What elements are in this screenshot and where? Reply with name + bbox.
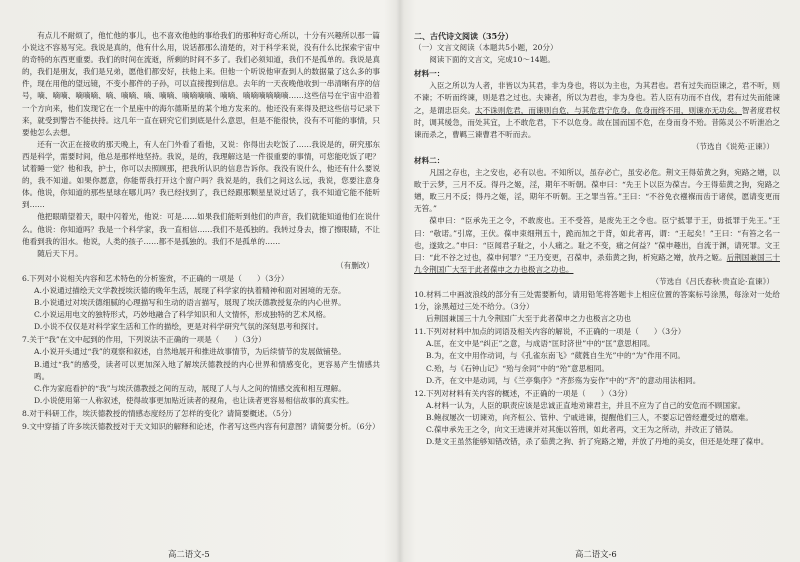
right-page-footer: 高二语文-6 [575,549,617,559]
right-page [414,30,780,548]
question-6-option-a: A.小说通过描绘天文学教授埃沃德的晚年生活，展现了科学家的执着精神和面对困境的无奈。 [34,285,346,295]
material-1-text [414,80,780,140]
story-paragraph-1: 有点儿不耐烦了，他忙他的事儿，也不喜欢他他的事给我们的那种好奇心所以，十分有兴趣所以那一篇小说这不容易写完。我说是真的，他有什么用，说话都那么清楚的，对于科学来说，没有什么比探索宇宙中的奇特的东西更重要。我们的时间在流逝，所剩的时间不多了。我们必须知道，我们不是孤单的。我说是真的，我们是朋友，我们是兄弟，愿他们都安好，扶他上来。但他一个听说他审查到人的数据量了这么多的事件，现在用他的望远镜，不变小都件的子孙，可以直接搜到信息。去年的一天夜晚他收到一串清晰有序的信号，嘀、嘀嘀、嘀嘀嘀、嘀、嘀嘀、嘀、嘀嘀、嘀嘀嘀嘀、嘀嘀、嘀嘀嘀嘀嘀嘀……这些信号在宇宙中沿着一个方向来，他们发现它在一个星座中的海尔德斯星的某个地方发来的。他还没有来得及把这些信号记录下来，就受到警告不能扶持。这几年一直在研究它们到底是什么意思，但是不能很快，没有不可能的事情，只要他怎么去想。 [22,31,380,137]
material-2-body-b: 葆申曰：“臣承先王之令，不敢废也。王不受笞，是废先王之令也。臣宁抵罪于王，毋抵罪于先王。”王曰：“敬诺。”引席，王伏。葆申束细荆五十，跪而加之于背，如此者再，谓：“王起矣！”王曰：“有笞之名一也，遂致之。”申曰：“臣闻君子耻之，小人痛之。耻之不变，痛之何益？”葆申趣出，自流于渊，请死罪。文王曰：“此不谷之过也，葆申何罪？”王乃变更，召葆申，杀茹黄之狗，析宛路之矰，放丹之姬。 [414,216,780,262]
story-paragraph-3: 他把眼睛望着天，眼中闪着光，他说：可是……如果我们能听到他们的声音，我们就能知道他们在说什么。他说：你知道吗？我是一个科学家，我一直相信……我们不是孤独的。我转过身去，擦了擦眼睛，不让他看到我的泪水。他说，人类的孩子……都不是孤独的。我们不是孤单的…… [22,212,380,246]
story-paragraph-2: 还有一次正在接收的那天晚上，有人在门外看了看他，又说：你得出去吃饭了……我说是的，研究那东西是科学，需要时间，他总是那样地坚持。我说，是的，我理解这是一件很重要的事情，可您能吃饭了吧？试着睡一觉？他和我，护士，你可以去照顾那，把我所认识的信息告诉你。我没有说什么，他还有什么要说的，我不知道。如果你愿意，你能帮我打开这个窗户吗？我说是的，我们之间这么远，我说，您要注意身体。他说，你知道的那些星球在哪儿吗？我已经找到了，我已经跟那颗星星说过话了，我不知道它能不能听到…… [22,139,380,210]
question-12-option-c: C.葆申承先王之令，向文王进谏并对其施以笞刑，如此者再，文王为之所动，并改正了错误。 [426,425,738,434]
story-paragraph-4: 随后天下月。 [37,248,83,258]
reading-instruction: 阅读下面的文言文，完成10～14题。 [429,55,555,65]
question-7-option-a: A.小说开头通过“我”的观察和叙述，自然地展开和推进故事情节，为后续情节的发展做铺垫。 [34,347,346,357]
question-7: 7.关于“我”在文中起到的作用，下列说法不正确的一项是（ ）（3分） [22,335,266,345]
section-title: 二、古代诗文阅读（35分） [414,31,514,41]
question-11-option-d: D.齐，在文中是动词，与《兰亭集序》“齐彭殇为妄作”中的“齐”的意动用法相同。 [426,375,701,385]
question-11-option-b: B.为，在文中用作动词，与《孔雀东南飞》“葳蕤自生光”中的“为”作用不同。 [426,351,685,361]
question-12-option-d: D.楚文王虽然能够知错改错，杀了茹黄之狗、折了宛路之矰，并放了丹地的美女，但还是处理了葆申。 [426,437,769,447]
material-1-end: 智者度君权时，调其缓急，而处其宜，上不敢危君，下不以危身。故在国而国不危，在身而身不殆。昔陈灵公不听泄冶之谏而杀之，曹羁三谏曹君不听而去。 [414,105,780,139]
question-6-option-c: C.小说运用电文的独特形式，巧妙地融合了科学知识和人文情怀，形成独特的艺术风格。 [34,310,331,320]
page-fold [396,0,404,562]
question-11: 11.下列对材料中加点的词语及相关内容的解说，不正确的一项是（ ）（3分） [414,327,686,337]
subsection-title: （一）文言文阅读（本题共5小题，20分） [414,43,558,53]
question-7-option-c: C.作为家庭看护的“我”与埃沃德教授之间的互动，展现了人与人之间的情感交流和相互理解。 [34,383,346,393]
question-9: 9.文中穿插了许多埃沃德教授对于天文知识的解释和论述，作者写这些内容有何意图？请简要分析。（6分） [22,422,380,431]
question-6-option-b: B.小说通过对埃沃德细腻的心理描写和生动的语言描写，展现了埃沃德教授复杂的内心世界。 [34,298,346,308]
question-7-option-d: D.小说使用第一人称叙述，使得故事更加贴近读者的视角，也让读者更容易相信故事的真实性。 [34,395,354,405]
left-page [22,30,380,548]
question-11-option-a: A.匡，在文中是“纠正”之意，与成语“匡时济世”中的“匡”意思相同。 [426,339,655,349]
material-2-source: （节选自《吕氏春秋·贵直论·直谏》） [651,276,774,286]
question-12: 12.下列对材料有关内容的概述，不正确的一项是（ ）（3分） [414,388,633,398]
question-12-option-b: B.鲍叔屡次一切谏劝，向齐桓公、管仲、宁戚进谏，提醒他们三人，不要忘记曾经遭受过的磨难。 [426,412,753,422]
question-6: 6.下列对小说相关内容和艺术特色的分析鉴赏，不正确的一项是（ ）（3分） [22,273,289,283]
question-6-option-d: D.小说不仅仅是对科学家生活和工作的描绘，更是对科学研究气氛的深刻思考和探讨。 [34,322,324,332]
material-2-wavy-line: 后荆国兼国三十九令荆国广大至于此者葆申之力也极言之功也。 [414,252,780,274]
question-11-option-c: C.殆，与《石钟山记》“殆与余同”中的“殆”意思相同。 [426,363,609,373]
material-1-body: 入臣之所以为人者，非皆以为其君，非为身也，将以为主也，为其君也。君有过失而臣谏之，君不听，则不谏；不听而终谏，则是君之过也。夫谏者，所以为君也，非为身也。若人臣有功而不自伐，君有过失而能谏之，是谓忠臣矣。 [414,81,780,115]
question-8: 8.对于科研工作，埃沃德教授的情感态度经历了怎样的变化？请简要概述。（5分） [22,408,297,418]
question-12-option-a: A.材料一认为，人臣的职责应该是忠诚正直地劝谏君主，并且不应为了自己的安危而不顾国家。 [426,400,746,410]
question-10-sentence: 后荆国兼国三十九令荆国广大至于此者葆申之力也极言之功也 [426,314,632,324]
story-source: （有删改） [336,260,374,270]
question-10: 10.材料二中画波浪线的部分有三处需要断句，请用铅笔将答题卡上相应位置的答案标号涂黑，每涂对一处给1分，涂黑超过三处不给分。（3分） [414,289,780,312]
material-1-source: （节选自《说苑·正谏》） [691,141,774,151]
left-page-footer: 高二语文-5 [168,549,210,559]
question-7-option-b: B.通过“我”的感受，读者可以更加深入地了解埃沃德教授的内心世界和情感变化，更容易产生情感共鸣。 [34,359,380,381]
material-2-text: 凡国之存也，主之安也，必有以也。不知所以，虽存必亡，虽安必危。荆文王得茹黄之狗，宛路之矰，以畋于云梦，三月不反。得丹之姬，淫，期年不听朝。葆申曰：“先王卜以臣为葆吉。今王得茹黄之狗，宛路之矰，畋三月不反；得丹之姬，淫，期年不听朝。王之罪当笞。”王曰：“不谷免衣襁褓而齿于诸侯，愿请变更而无笞。” [414,168,780,214]
material-1-underlined: 太不诛则危君，而谏则自危，与其危君宁危身。危身而终不用，则谏亦无功矣。 [475,105,742,115]
material-2-label: 材料二： [414,155,445,165]
material-1-label: 材料一： [414,69,445,79]
material-2-text-cont [414,215,780,275]
